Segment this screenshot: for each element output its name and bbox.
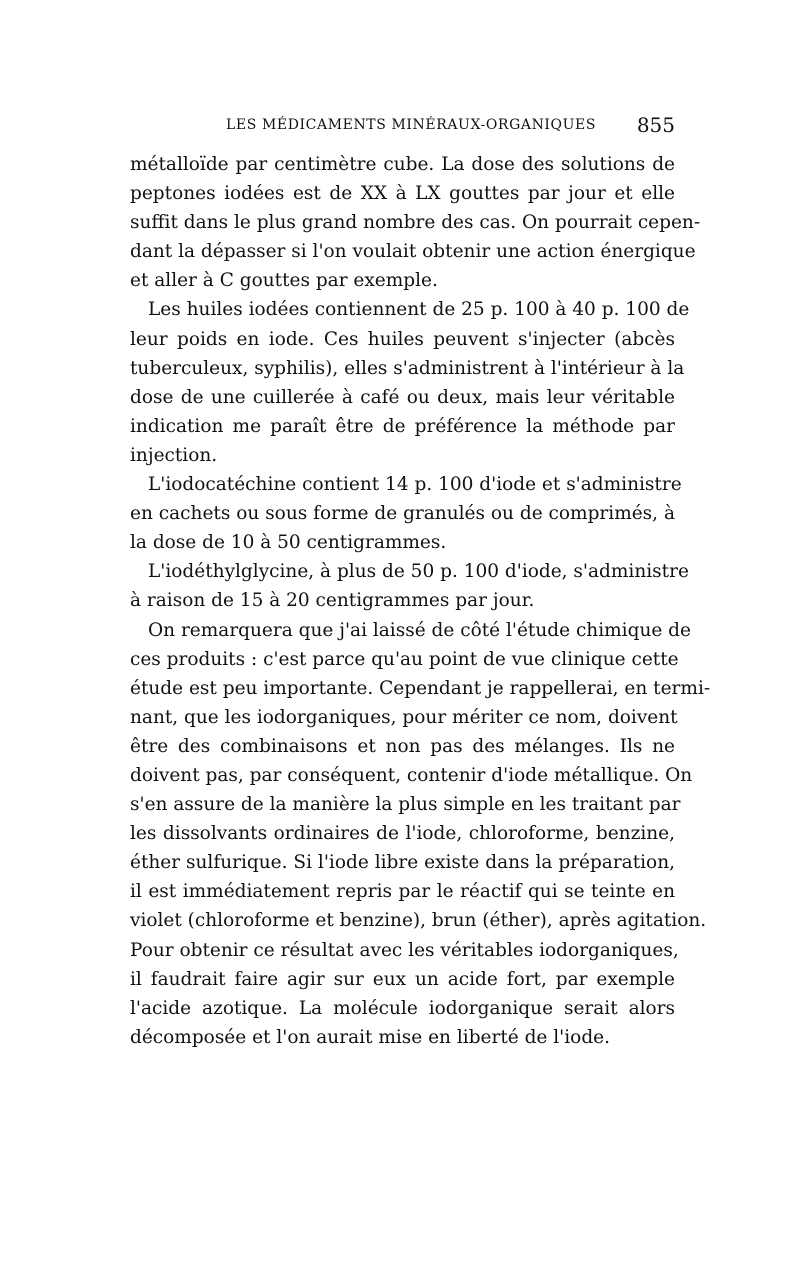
paragraph — [130, 470, 682, 557]
text-line: L'iodéthylglycine, à plus de 50 p. 100 d'iode, s'administre — [148, 561, 689, 583]
text-line: et aller à C gouttes par exemple. — [130, 270, 438, 292]
text-line: injection. — [130, 444, 218, 466]
text-line: s'en assure de la manière la plus simple en les traitant par — [130, 794, 681, 816]
text-line: en cachets ou sous forme de granulés ou de comprimés, à — [130, 503, 675, 525]
text-line: indication me paraît être de préférence la méthode par — [130, 415, 675, 437]
text-line: violet (chloroforme et benzine), brun (éther), après agitation. — [130, 910, 707, 932]
text-line: ces produits : c'est parce qu'au point de vue clinique cette — [130, 648, 679, 670]
text-line: On remarquera que j'ai laissé de côté l'étude chimique de — [148, 619, 691, 641]
text-line: éther sulfurique. Si l'iode libre existe dans la préparation, — [130, 852, 675, 874]
text-line: tuberculeux, syphilis), elles s'administrent à l'intérieur à la — [130, 357, 685, 379]
text-line: à raison de 15 à 20 centigrammes par jour. — [130, 590, 535, 612]
text-line: décomposée et l'on aurait mise en liberté de l'iode. — [130, 1026, 610, 1048]
paragraph — [130, 616, 711, 1052]
text-line: dose de une cuillerée à café ou deux, mais leur véritable — [130, 386, 675, 408]
text-line: dant la dépasser si l'on voulait obtenir une action énergique — [130, 241, 696, 263]
text-line: la dose de 10 à 50 centigrammes. — [130, 532, 447, 554]
text-line: Les huiles iodées contiennent de 25 p. 100 à 40 p. 100 de — [148, 299, 690, 321]
text-line: étude est peu importante. Cependant je rappellerai, en termi- — [130, 677, 711, 699]
text-line: les dissolvants ordinaires de l'iode, chloroforme, benzine, — [130, 823, 675, 845]
text-line: L'iodocatéchine contient 14 p. 100 d'iode et s'administre — [148, 474, 682, 496]
paragraph — [130, 150, 701, 295]
page-number: 855 — [636, 113, 675, 137]
text-line: suffit dans le plus grand nombre des cas. On pourrait cepen- — [130, 212, 701, 234]
text-line: il faudrait faire agir sur eux un acide fort, par exemple — [130, 968, 675, 990]
paragraph — [130, 557, 689, 615]
running-title: LES MÉDICAMENTS MINÉRAUX-ORGANIQUES — [226, 117, 597, 133]
page-header — [130, 113, 675, 141]
text-line: métalloïde par centimètre cube. La dose des solutions de — [130, 154, 675, 175]
text-line: nant, que les iodorganiques, pour mériter ce nom, doivent — [130, 706, 678, 728]
text-line: Pour obtenir ce résultat avec les véritables iodorganiques, — [130, 939, 679, 961]
text-line: il est immédiatement repris par le réactif qui se teinte en — [130, 881, 675, 903]
text-line: doivent pas, par conséquent, contenir d'iode métallique. On — [130, 764, 693, 786]
text-line: l'acide azotique. La molécule iodorganique serait alors — [130, 997, 675, 1019]
text-line: être des combinaisons et non pas des mélanges. Ils ne — [130, 735, 675, 757]
text-line: peptones iodées est de XX à LX gouttes par jour et elle — [130, 183, 675, 205]
text-line: leur poids en iode. Ces huiles peuvent s'injecter (abcès — [130, 328, 675, 350]
paragraph — [130, 295, 690, 470]
body-text — [130, 150, 711, 1052]
